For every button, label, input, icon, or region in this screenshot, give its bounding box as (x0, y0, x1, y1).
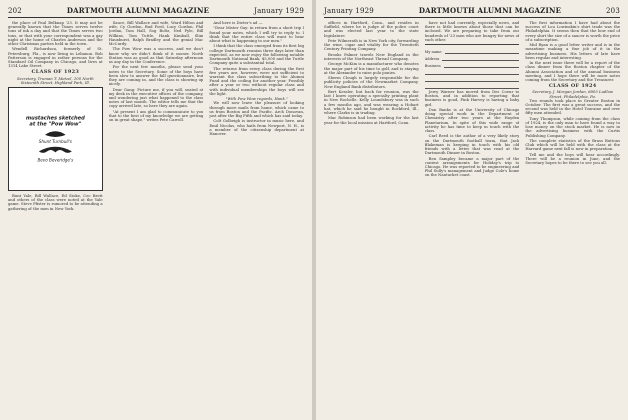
class-1924-heading: CLASS OF 1924 (548, 83, 597, 90)
right-column-3 (525, 21, 620, 407)
col1-paragraph-1: the place of Paul Belknap '23. It may not be generally known that the Times serves twelve tons of ink a day and that the Times serves two tons, or that with your correspondent was a gay night at the home of Charles Anderson and the other Christmas parties held in the town. (8, 21, 103, 47)
col5-paragraph-4: Carl Reed is the author of a very likely story on the Dartmouth football team, that Jack Blakeman is keeping in touch with his old friends with a letter that was read at the Dartmouth Dinner in Boston. (424, 133, 520, 156)
col6-paragraph-5: Tony Thompson, while coming from the class of 1924, is the only man to have found a way to lose money on the stock market. He is now in the advertising business with the Curtis Publishing Company. (525, 115, 621, 138)
form-name-line (425, 48, 520, 54)
form-address-label: Address (424, 56, 440, 61)
left-page-columns (8, 21, 304, 407)
col3-paragraph-5: We will now leave the pleasure of looking through more mails from home, which came to us from Boston and the Pacific. Arch Donovan, just after the Big Fifth and which has said today. (209, 100, 305, 119)
right-page-number: 203 (606, 7, 620, 15)
col4-paragraph-6: Bert Kessler, but back for reunion, was the last I knew operating a specialty printing plant in New Rochelle. Kelly Loundsbury was in such a few months ago, and was wearing a Hobart hat, which he said he bought in Rockford, Ill., where Clarke is in trading. (324, 88, 419, 115)
col3-paragraph-1: And here is Dieter's ad — (213, 21, 263, 25)
class-1923-heading: CLASS OF 1923 (31, 69, 80, 76)
mustache-cartoon-drawing (9, 88, 102, 190)
form-blank-line-2 (425, 76, 520, 82)
class-1923-secretary: Secretary, Truman T. Metzel, 100 North Sixteenth Street, Highland Park, Ill. (16, 75, 94, 85)
col6-paragraph-4: Two rounds took place in Greater Boston in October. The first was a great success, and the second was held in the Hotel Touraine and over fifty men attended. (525, 97, 621, 116)
col6-paragraph-6: The complete statistics of the Brass Buttons Club which will be held with the class at the Harvard game next fall is now in preparation. (525, 138, 621, 152)
left-column-1 (8, 21, 103, 407)
left-column-3 (209, 21, 304, 407)
cartoon-label-1: Shunt Turnbull's (38, 139, 72, 145)
news-form (425, 44, 520, 89)
right-column-2 (425, 21, 520, 407)
col5-paragraph-3: Don Banks is at the University of Chicago doing special work in the Department of Chemistry after two years at the Hayden Planetarium. In spite of this wide range of activity he has time to keep in touch with the class. (424, 107, 520, 134)
col2-paragraph-3: For the next few months, please send your notes to the Secretary. Some of the boys have been slow to answer the fall questionnaire, but they are coming in, and the class is showing up nicely. (108, 64, 204, 87)
mustache-cartoon (8, 87, 103, 191)
col4-paragraph-7: Mac Robinson had been working for the last year for the local mission at Hartford, Conn. (324, 115, 419, 125)
form-name-field[interactable] (445, 53, 520, 54)
col2-paragraph-5: "At present I am glad to communicate to you that to the best of my knowledge we are getting on in great shape," writes Pete Carroll. (108, 108, 204, 123)
col4-paragraph-4: George McKim is a manufacturer who denotes the major part of his time to golf, and is staying at the Alexander to raise polo ponies. (324, 61, 419, 75)
col6-paragraph-3: In the next issue there will be a report of the class dinner from the Boston chapter of the Alumni Association and of the annual business meeting, and I hope there will be more notes coming from the Secretary and the Treasurer. (525, 60, 621, 83)
col6-paragraph-7: Tell me and the boys will hear accordingly. There will be a reunion in June, and the Secretary hopes to be there to see you all. (525, 151, 621, 166)
col5-paragraph-5: Ben Sampley became a major part of the contest arrangements for Holiday's trip to Chicago. He was reported to be engineering and Phil Sully's management and Judge Cole's home on the Nantucket coast. (424, 155, 520, 178)
col2-paragraph-2: The Pow Wow was a success, and we don't know why we didn't think of it sooner. North Station was as good as that Saturday afternoon as any day in the Conference. (108, 46, 204, 65)
col4-paragraph-1: offices in Hartford, Conn., and resides in Suffield, where he is judge of the police court and was elected last year to the state legislature. (324, 21, 419, 38)
col1-paragraph-3: Bunt Yale, Bill Wallace, Ed Stoke, Cec Brett and others of the class were noted at the Yale game. Steve Pfister is rumored to be attending a gathering of the men in New York. (8, 193, 103, 211)
col5-paragraph-2: Jerry Warner has moved from Des Coeur to Boston, and in addition to reporting that business is good, Pink Harvey is having a baby girl. (424, 89, 520, 107)
class-1924-secretary: Secretary, J. Morgan Jordan, 6805 Ludlow Street, Philadelphia, Pa. (532, 89, 614, 99)
col3-quote: "With Pow Wow regards, Hank." (225, 96, 288, 102)
right-page-columns (324, 21, 620, 407)
left-page-header (8, 6, 304, 18)
right-issue-date: January 1929 (324, 7, 374, 15)
form-blank-field-2[interactable] (425, 81, 520, 82)
col4-paragraph-5: Sherm Clough is largely responsible for the publicity policies of the Newmarket Company, New England Bank distributors. (324, 75, 419, 89)
mustache-1-icon (45, 131, 66, 137)
col4-paragraph-2: Pete Wilmerath is in New York city, forwarding the wine, cigar and vitality for the Twentieth Century Printing Company. (324, 38, 419, 52)
col6-paragraph-2: Mid Ryan is a good letter writer and is in the meantime making a fine job of it in the advertising business. His letters of late have been regular and interesting. (525, 42, 621, 60)
form-business-label: Business (424, 63, 441, 68)
col3-paragraph-4: The returns from every class during the first five years are, however, were not sufficient to warrant the class subscribing to the Alumni Fund and the ceiling for another year. Possibly after a year or two without regular class and with individual memberships the boys will see the light. (209, 65, 305, 96)
col3-paragraph-3: I think that the class emerged from its first big college Dartmouth reunion three days later than expected, as we now enjoy the following notable Dartmouth National Bank, $5,000 and the Tuttle Company quite a substantial total. (209, 43, 305, 66)
left-page-number: 202 (8, 7, 22, 15)
left-page (0, 0, 312, 420)
col3-paragraph-6: Colt Golbeigh is instructor in music here, and Emil Nicolas, who hails from Newport, N. H., is a member of the citizenship department at Hanover. (209, 118, 305, 137)
col6-paragraph-1: The first information I have had about the success of Lou Lowinskin's shirt trade was the Philadelphia. It seems then that the bow end of every shirt the size of a saucer is worth the price of a subscription. (525, 21, 621, 42)
mustache-2-icon (39, 147, 72, 153)
col5-paragraph-1: have not had currently, especially news, and there is little known about those that can be inclosed. We are preparing to take from our hundreds of '23 men who are hungry for news of each other. (424, 21, 520, 42)
left-publication-title: DARTMOUTH ALUMNI MAGAZINE (66, 6, 210, 15)
form-name-label: My name (424, 49, 442, 54)
left-issue-date: January 1929 (254, 7, 304, 15)
left-column-2 (109, 21, 204, 407)
form-blank-field-1[interactable] (425, 74, 520, 75)
cartoon-label-2: Bevo Beveridge's (37, 157, 74, 163)
svg-text:at the "Pow Wow": at the "Pow Wow" (29, 121, 82, 128)
right-publication-title: DARTMOUTH ALUMNI MAGAZINE (418, 6, 562, 15)
form-address-line (425, 55, 520, 61)
col4-paragraph-3: Brooks Palmer travels New England in the interests of the Northeast Thread Company. (324, 51, 419, 61)
form-business-field[interactable] (444, 67, 520, 68)
right-page-header (324, 6, 620, 18)
right-page (316, 0, 628, 420)
col2-paragraph-1: Sauce, Bill Wallace and wife, Ward Hilton and wife, Cy Gordon, Bud Ford, Lucy Gordon, Phil Jordan, Tom Hall, Sog Boltz, Ned Pyle, Bill Wilkins, Tom Tuttle, Hank Kimball, Slim Hauxhurst, Ralph Bradley and the genial Mac McCurdy. (108, 21, 204, 47)
col1-paragraph-2: Wendell Richardson, formerly of St. Petersburg, Fla., is now living in Lebanon. Bob Patterson is engaged in rather persons for the Standard Oil Company in Chicago, and lives at 1314 Lake Street. (8, 46, 103, 69)
form-address-field[interactable] (442, 60, 519, 61)
cartoon-caption: mustaches sketched (25, 115, 85, 122)
form-blank-line-1 (425, 69, 520, 75)
col2-paragraph-4: Dear Gang: Picture me, if you will, seated at my desk in the executive offices of the company, and wondering just what happened to the class notes of last month. The editor tells me that the copy arrived late, so here they are again. (108, 86, 204, 109)
col3-paragraph-2: "Dear Mister Gay: in return from a short trip I found your notes, which I will try to reply to. I think that the entire class will want to hear about what is happening to our men." (209, 25, 305, 43)
form-business-line (425, 62, 520, 68)
right-column-1 (324, 21, 419, 407)
